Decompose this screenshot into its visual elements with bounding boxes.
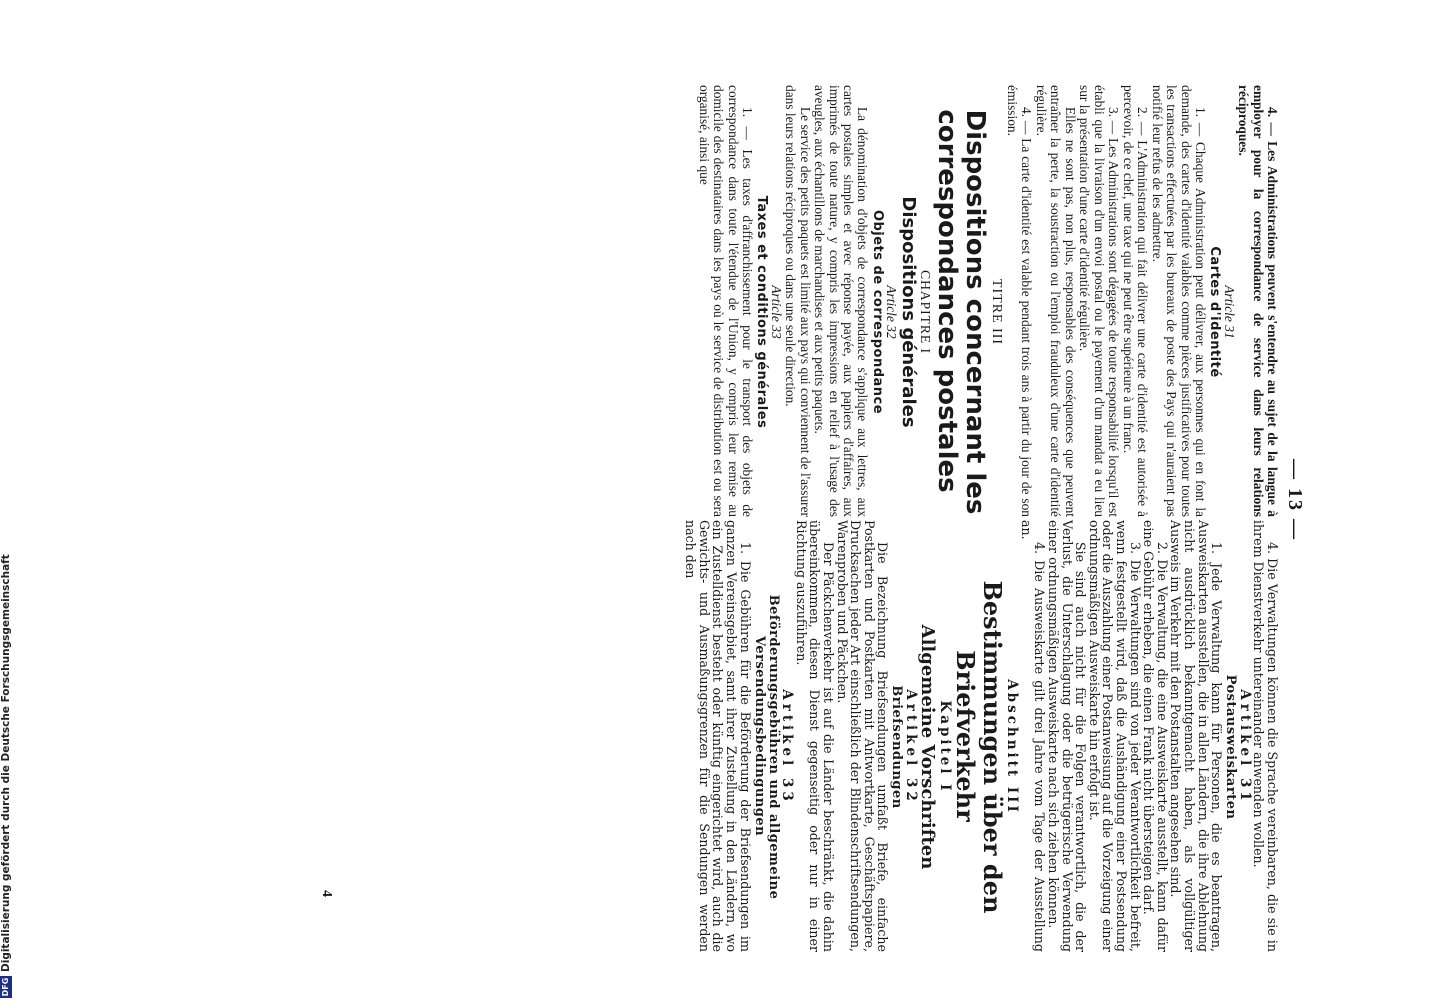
fr-art31-p4: 4. — La carte d'identité est valable pendant trois ans à partir du jour de son émission. xyxy=(1004,85,1035,517)
de-art31-p2: 2. Die Verwaltung, die eine Ausweiskarte ausstellt, kann dafür eine Gebühr erheben, die einen Frank nicht übersteigen darf. xyxy=(1141,520,1170,952)
de-art32-label: Artikel 32 xyxy=(902,689,919,805)
digitization-credit xyxy=(0,554,16,998)
german-column xyxy=(684,520,1279,952)
fr-art31-heading: Cartes d'identité xyxy=(1207,246,1223,378)
fr-art31-p2: 2. — L'Administration qui fait délivrer une carte d'identité est autorisée à percevoir, de ce chef, une taxe qui ne peut être supérieure à un franc. xyxy=(1120,85,1151,517)
fr-art31-p3: 3. — Les Administrations sont dégagées de toute responsabilité lorsqu'il est établi que la livraison d'un envoi postal ou le payement d'un mandat a eu lieu sur la présentation d'une carte d'identité régulière. xyxy=(1077,85,1122,517)
fr-chapitre: CHAPITRE I xyxy=(918,270,934,354)
de-titre: Abschnitt III xyxy=(1004,679,1021,815)
fr-chapitre-title: Dispositions générales xyxy=(897,196,919,428)
de-art32-heading: Briefsendungen xyxy=(889,685,905,809)
dfg-logo-icon: DFG xyxy=(1,977,10,997)
page-number: — 13 — xyxy=(1284,459,1306,541)
page-header xyxy=(1280,0,1306,1000)
fr-art32-p1: La dénomination d'objets de correspondance s'applique aux lettres, aux cartes postales simples et avec réponse payée, aux papiers d'affaires, aux imprimés de toute nature, y compris les impressions en relief à l'usage des aveugles, aux échantillons de marchandises et aux petits paquets. xyxy=(812,85,871,517)
de-art32-p2: Der Päckchenverkehr ist auf die Länder beschränkt, die dahin übereinkommen, diesen Dienst gegenseitig oder nur in einer Richtung auszuführen. xyxy=(793,520,836,952)
de-art31-label: Artikel 31 xyxy=(1236,689,1253,805)
de-chapitre: Kapitel I xyxy=(936,700,953,794)
fr-titre-main: Dispositions concernant les correspondances postales xyxy=(931,109,991,515)
fr-intro: 4. — Les Administrations peuvent s'entendre au sujet de la langue à employer pour la correspondance de service dans leurs relations réciproques. xyxy=(1236,85,1280,517)
de-art33-heading: Beförderungsgebühren und allgemeine Versendungsbedingungen xyxy=(751,594,781,900)
de-art33-label: Artikel 33 xyxy=(779,689,796,805)
fr-art33-heading: Taxes et conditions générales xyxy=(754,195,770,429)
credit-text: Digitalisierung gefördert durch die Deutsche Forschungsgemeinschaft xyxy=(0,554,12,972)
fr-art32-p2: Le service des petits paquets est limité aux pays qui conviennent de l'assurer dans leurs relations réciproques ou dans une seule direction. xyxy=(783,85,813,517)
fr-art31-p3b: Elles ne sont pas, non plus, responsables des conséquences que peuvent entraîner la perte, la soustraction ou l'emploi frauduleux d'une carte d'identité régulière. xyxy=(1033,85,1078,517)
fr-art33-p1: 1. — Les taxes d'affranchissement pour le transport des objets de correspondance dans toute l'étendue de l'Union, y compris leur remise au domicile des destinataires dans les pays où le service de distribution est ou sera organisé, ainsi que xyxy=(696,85,756,517)
de-intro: 4. Die Verwaltungen können die Sprache vereinbaren, die sie in ihrem Dienstverkehr untereinander anwenden wollen. xyxy=(1251,520,1280,952)
de-art31-heading: Postausweiskarten xyxy=(1223,674,1239,820)
de-art31-p4: 4. Die Ausweiskarte gilt drei Jahre vom Tage der Ausstellung an. xyxy=(1018,520,1048,952)
fr-art33-label: Article 33 xyxy=(768,285,784,339)
de-art33-p1: 1. Die Gebühren für die Beförderung der Briefsendungen im ganzen Vereinsgebiet, samt ihrer Zustellung in den Ländern, wo ein Zustelldienst besteht oder künftig eingerichtet wird, auch die Gewichts- und Ausmaßungsgrenzen für die Sendungen werden nach den xyxy=(683,520,753,952)
signature-mark: 4 xyxy=(319,890,334,897)
de-art31-p1: 1. Jede Verwaltung kann für Personen, die es beantragen, Ausweiskarten ausstellen, die in allen Ländern, die ihre Ablehnung nicht ausdrücklich bekanntgemacht haben, als vollgültiger Ausweis im Verkehr mit den Postanstalten angesehen sind. xyxy=(1168,520,1225,952)
de-art31-p3: 3. Die Verwaltungen sind von jeder Verantwortlichkeit befreit, wenn festgestellt wird, daß die Aushändigung einer Postsendung oder die Auszahlung einer Postanweisung auf die Vorzeigung einer ordnungsmäßigen Ausweiskarte hin erfolgt ist. xyxy=(1086,520,1143,952)
de-chapitre-title: Allgemeine Vorschriften xyxy=(917,624,939,870)
de-titre-main: Bestimmungen über den Briefverkehr xyxy=(951,580,1007,914)
fr-art31-p1: 1. — Chaque Administration peut délivrer, aux personnes qui en font la demande, des cartes d'identité valables comme pièces justificatives pour toutes les transactions effectuées par les bureaux de poste des Pays qui n'auraient pas notifié leur refus de les admettre. xyxy=(1149,85,1208,517)
de-art32-p1: Die Bezeichnung Briefsendungen umfaßt Briefe, einfache Postkarten und Postkarten mit Antwortkarte, Geschäftspapiere, Drucksachen jeder Art einschließlich der Blindenschriftsendungen, Warenproben und Päckchen. xyxy=(834,520,891,952)
fr-art31-label: Article 31 xyxy=(1221,285,1237,339)
fr-art32-heading: Objets de correspondance xyxy=(869,209,885,415)
de-art31-p3b: Sie sind auch nicht für die Folgen verantwortlich, die der Verlust, die Unterschlagung oder die betrügerische Verwendung einer ordnungsmäßigen Ausweiskarte nach sich ziehen können. xyxy=(1046,520,1089,952)
french-column xyxy=(696,85,1279,517)
fr-titre: TITRE III xyxy=(989,278,1005,346)
fr-art32-label: Article 32 xyxy=(884,285,900,339)
